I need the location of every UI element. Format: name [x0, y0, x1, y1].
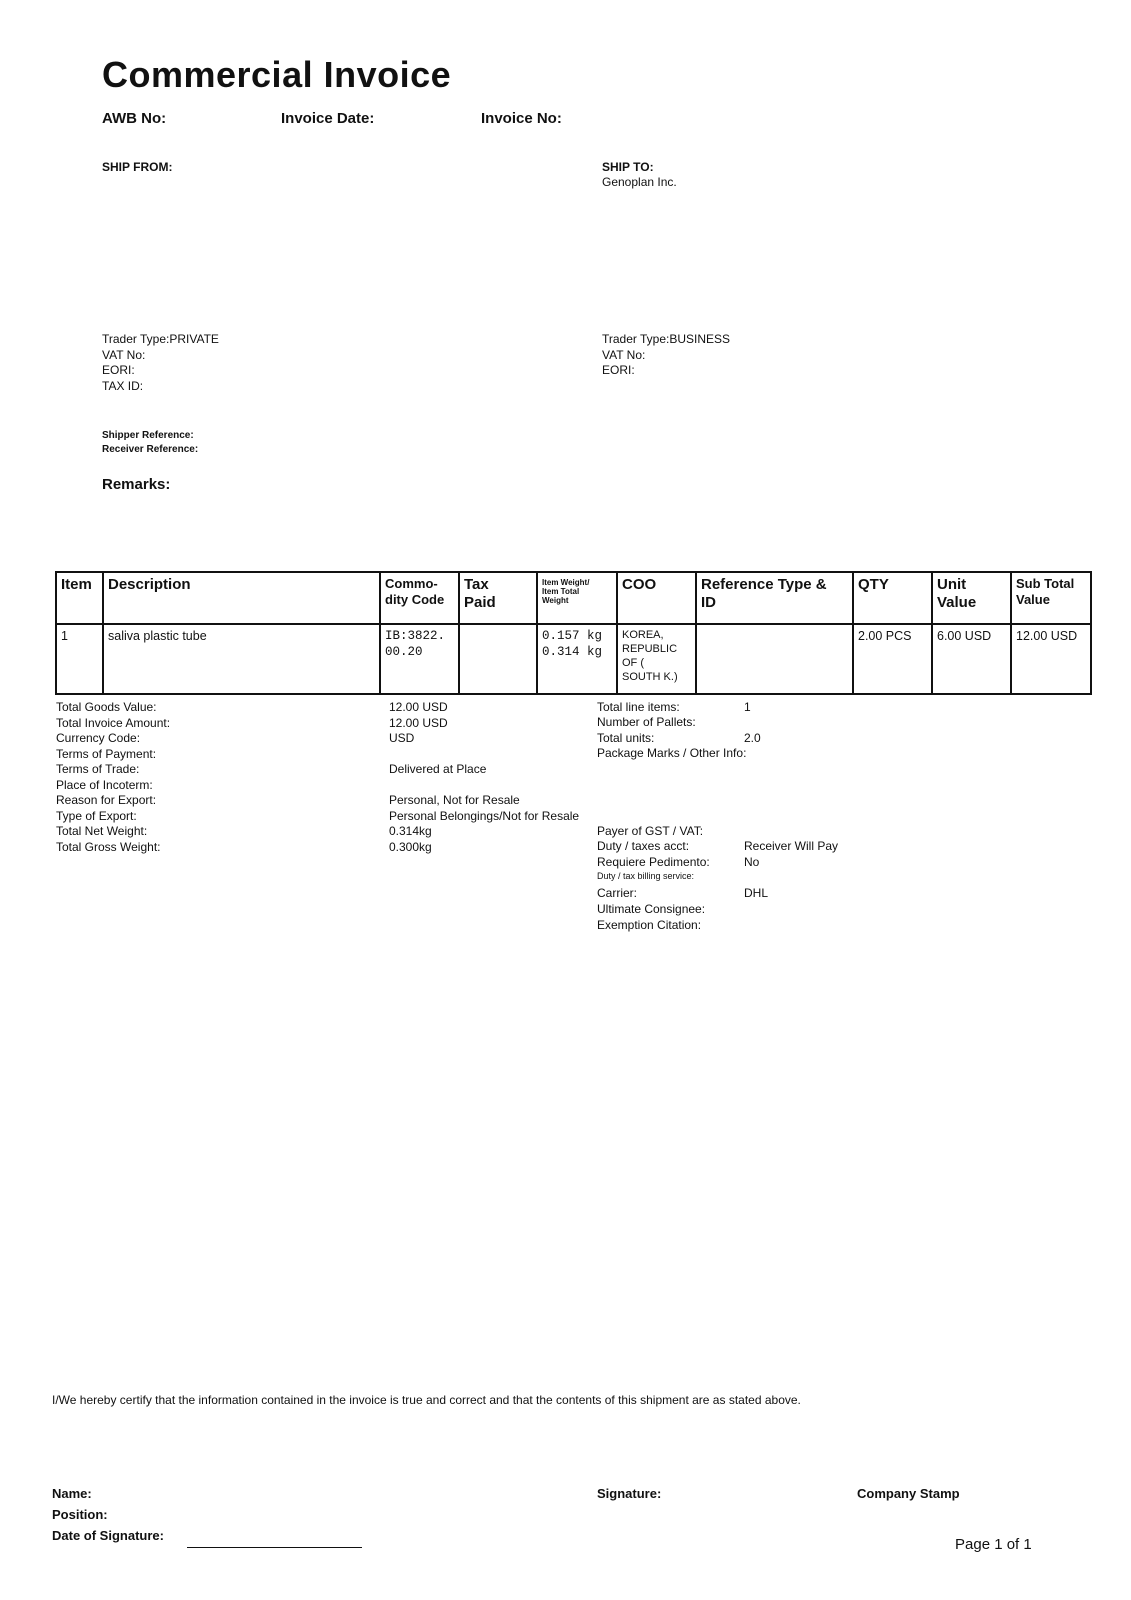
col-header-qty: QTY [853, 572, 932, 624]
company-stamp-label: Company Stamp [857, 1486, 960, 1501]
summary-label: Place of Incoterm: [56, 777, 153, 792]
ship-from-trader-type: Trader Type:PRIVATE [102, 332, 219, 346]
package-marks-label: Package Marks / Other Info: [597, 746, 747, 760]
invoice-date-label: Invoice Date: [281, 110, 375, 127]
summary-value [389, 778, 579, 794]
col-header-weight: Item Weight/ Item Total Weight [537, 572, 617, 624]
signature-date-line [187, 1547, 362, 1548]
col-header-tax-paid: Tax Paid [459, 572, 537, 624]
billing-service-label: Duty / tax billing service: [597, 871, 695, 881]
summary-label: Terms of Payment: [56, 746, 157, 761]
ship-to-trader-type: Trader Type:BUSINESS [602, 332, 731, 346]
invoice-number-label: Invoice No: [481, 110, 562, 127]
total-units-label: Total units: [597, 731, 655, 745]
awb-number-label: AWB No: [102, 110, 167, 127]
references [102, 429, 198, 457]
consignee-label: Ultimate Consignee: [597, 902, 706, 916]
invoice-title: Commercial Invoice [102, 54, 452, 95]
summary-label: Type of Export: [56, 808, 137, 823]
summary-labels [56, 700, 170, 855]
cell-sub-total: 12.00 USD [1011, 624, 1091, 694]
cell-item: 1 [56, 624, 103, 694]
summary-value: 0.300kg [389, 839, 432, 854]
ship-to-vat: VAT No: [602, 347, 646, 362]
ship-to-eori: EORI: [602, 363, 635, 377]
duty-acct-value: Receiver Will Pay [744, 839, 839, 853]
ship-from-eori: EORI: [102, 363, 135, 377]
ship-from-label: SHIP FROM: [102, 160, 173, 174]
summary-label: Currency Code: [56, 731, 141, 745]
cell-unit-value: 6.00 USD [932, 624, 1011, 694]
summary-label: Terms of Trade: [56, 762, 140, 776]
pallets-label: Number of Pallets: [597, 715, 696, 729]
table-row [56, 624, 1091, 694]
cell-tax-paid [459, 624, 537, 694]
ship-to-name: Genoplan Inc. [602, 175, 677, 189]
total-units-value: 2.0 [744, 731, 761, 745]
summary-value: 12.00 USD [389, 715, 448, 730]
summary-value: Personal Belongings/Not for Resale [389, 808, 580, 823]
page-number: Page 1 of 1 [955, 1536, 1032, 1553]
pedimento-label: Requiere Pedimento: [597, 855, 710, 869]
name-label: Name: [52, 1486, 92, 1501]
ship-to-label: SHIP TO: [602, 160, 654, 174]
cell-reference [696, 624, 853, 694]
duty-acct-label: Duty / taxes acct: [597, 839, 690, 853]
cell-weight: 0.157 kg 0.314 kg [537, 624, 617, 694]
cell-qty: 2.00 PCS [853, 624, 932, 694]
ship-from-vat: VAT No: [102, 347, 146, 362]
summary-label: Total Invoice Amount: [56, 715, 171, 730]
receiver-reference-label: Receiver Reference: [102, 444, 199, 455]
shipper-reference-label: Shipper Reference: [102, 430, 194, 441]
cell-commodity-code: IB:3822. 00.20 [380, 624, 459, 694]
payer-gst-label: Payer of GST / VAT: [597, 824, 704, 838]
col-header-commodity-code: Commo- dity Code [380, 572, 459, 624]
summary-label: Reason for Export: [56, 793, 157, 807]
ship-from-tax-id: TAX ID: [102, 378, 144, 393]
cell-description: saliva plastic tube [103, 624, 380, 694]
col-header-description: Description [103, 572, 380, 624]
carrier-value: DHL [744, 886, 769, 900]
col-header-reference: Reference Type & ID [696, 572, 853, 624]
col-header-unit-value: Unit Value [932, 572, 1011, 624]
ship-to-details [602, 332, 730, 379]
summary-values [389, 700, 579, 855]
signature-label: Signature: [597, 1486, 662, 1501]
total-line-items-value: 1 [744, 700, 751, 714]
exemption-label: Exemption Citation: [597, 918, 702, 932]
summary-value: 12.00 USD [389, 700, 448, 714]
summary-value [389, 747, 579, 763]
total-line-items-label: Total line items: [597, 700, 680, 714]
carrier-label: Carrier: [597, 886, 638, 900]
ship-from-details [102, 332, 219, 394]
summary-label: Total Goods Value: [56, 700, 157, 714]
summary-value: Personal, Not for Resale [389, 793, 520, 807]
certification-statement: I/We hereby certify that the information contained in the invoice is true and correct and that the contents of this shipment are as stated above. [52, 1393, 801, 1407]
date-of-signature-label: Date of Signature: [52, 1528, 164, 1543]
items-table [55, 571, 1092, 695]
summary-value: USD [389, 731, 415, 745]
remarks-label: Remarks: [102, 476, 171, 493]
col-header-item: Item [56, 572, 103, 624]
col-header-coo: COO [617, 572, 696, 624]
position-label: Position: [52, 1507, 108, 1522]
summary-value: Delivered at Place [389, 762, 487, 776]
col-header-sub-total: Sub Total Value [1011, 572, 1091, 624]
table-header-row [56, 572, 1091, 624]
cell-coo: KOREA, REPUBLIC OF ( SOUTH K.) [617, 624, 696, 694]
pedimento-value: No [744, 855, 760, 869]
summary-label: Total Gross Weight: [56, 839, 161, 854]
summary-label: Total Net Weight: [56, 824, 148, 838]
summary-value: 0.314kg [389, 824, 432, 838]
